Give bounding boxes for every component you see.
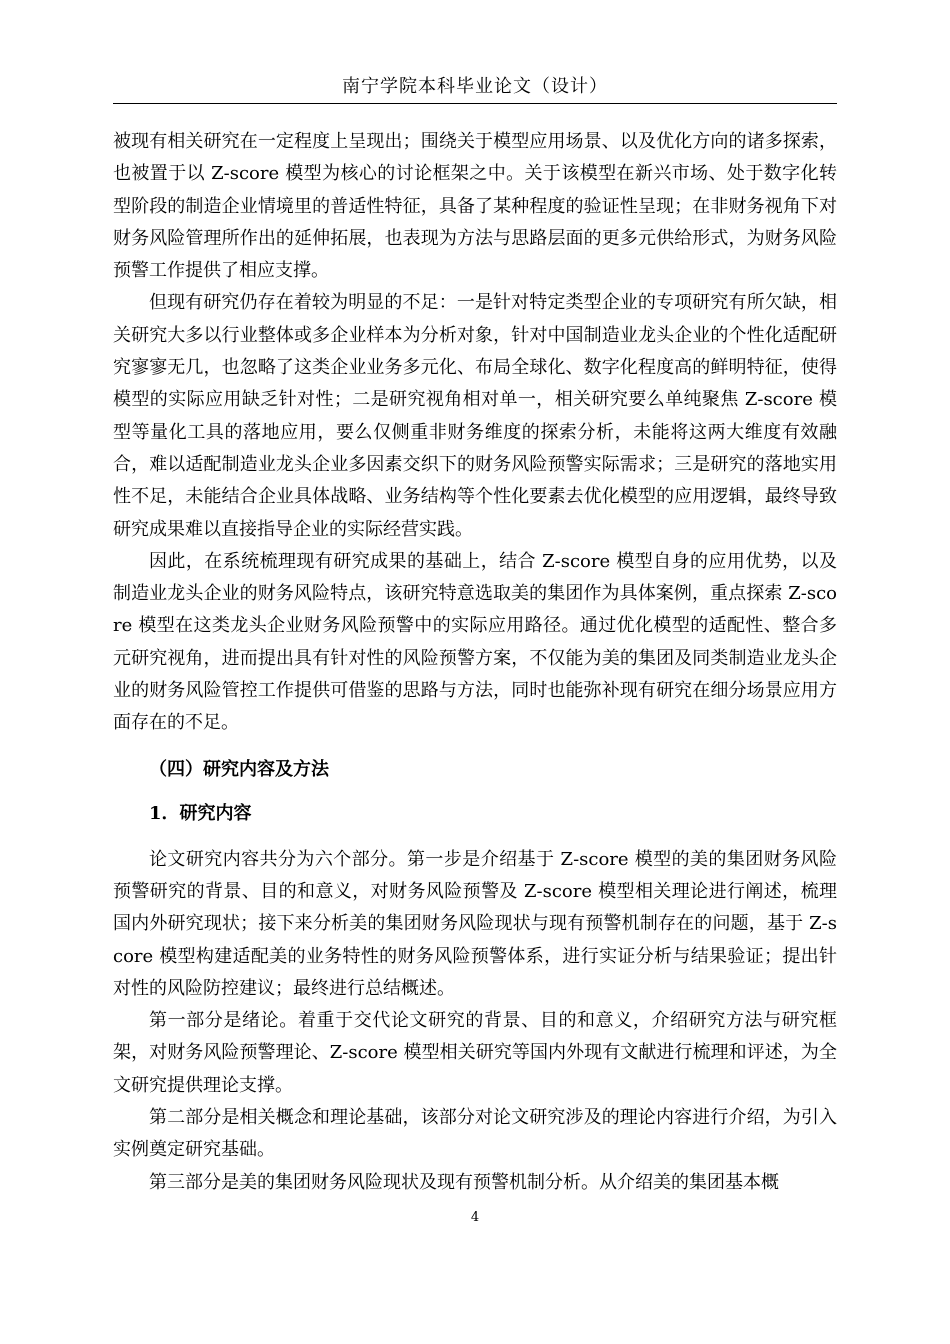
paragraph-part-three: 第三部分是美的集团财务风险现状及现有预警机制分析。从介绍美的集团基本概 (149, 1171, 779, 1193)
subsection-heading-research-content: 1．研究内容 (149, 802, 252, 824)
page-header-title: 南宁学院本科毕业论文（设计） (342, 76, 608, 97)
header-divider (113, 103, 837, 104)
section-heading-research-content-methods: （四）研究内容及方法 (149, 758, 329, 780)
document-body (113, 126, 837, 1199)
paragraph-conclusion: 因此，在系统梳理现有研究成果的基础上，结合 Z-score 模型自身的应用优势，以及制造业龙头企业的财务风险特点，该研究特意选取美的集团作为具体案例，重点探索 Z-score 模型在这类龙头企业财务风险预警中的实际应用路径。通过优化模型的适配性、整合多元研究视角，进而提出具有针对性的风险预警方案，不仅能为美的集团及同类制造业龙头企业的财务风险管控工作提供可借鉴的思路与方法，同时也能弥补现有研究在细分场景应用方面存在的不足。 (113, 550, 837, 734)
paragraph-shortcomings: 但现有研究仍存在着较为明显的不足：一是针对特定类型企业的专项研究有所欠缺，相关研究大多以行业整体或多企业样本为分析对象，针对中国制造业龙头企业的个性化适配研究寥寥无几，也忽略了这类企业业务多元化、布局全球化、数字化程度高的鲜明特征，使得模型的实际应用缺乏针对性；二是研究视角相对单一，相关研究要么单纯聚焦 Z-score 模型等量化工具的落地应用，要么仅侧重非财务维度的探索分析，未能将这两大维度有效融合，难以适配制造业龙头企业多因素交织下的财务风险预警实际需求；三是研究的落地实用性不足，未能结合企业具体战略、业务结构等个性化要素去优化模型的应用逻辑，最终导致研究成果难以直接指导企业的实际经营实践。 (113, 292, 837, 540)
paragraph-part-one: 第一部分是绪论。着重于交代论文研究的背景、目的和意义，介绍研究方法与研究框架，对财务风险预警理论、Z-score 模型相关研究等国内外现有文献进行梳理和评述，为全文研究提供理论支撑。 (113, 1010, 837, 1096)
paragraph-part-two: 第二部分是相关概念和理论基础，该部分对论文研究涉及的理论内容进行介绍，为引入实例奠定研究基础。 (113, 1107, 837, 1161)
paragraph-overview: 论文研究内容共分为六个部分。第一步是介绍基于 Z-score 模型的美的集团财务风险预警研究的背景、目的和意义，对财务风险预警及 Z-score 模型相关理论进行阐述，梳理国内外研究现状；接下来分析美的集团财务风险现状与现有预警机制存在的问题，基于 Z-score 模型构建适配美的业务特性的财务风险预警体系，进行实证分析与结果验证；提出针对性的风险防控建议；最终进行总结概述。 (113, 848, 837, 999)
page-number: 4 (470, 1210, 480, 1225)
paragraph-continuation: 被现有相关研究在一定程度上呈现出；围绕关于模型应用场景、以及优化方向的诸多探索，也被置于以 Z-score 模型为核心的讨论框架之中。关于该模型在新兴市场、处于数字化转型阶段的制造企业情境里的普适性特征，具备了某种程度的验证性呈现；在非财务视角下对财务风险管理所作出的延伸拓展，也表现为方法与思路层面的更多元供给形式，为财务风险预警工作提供了相应支撑。 (113, 131, 837, 282)
